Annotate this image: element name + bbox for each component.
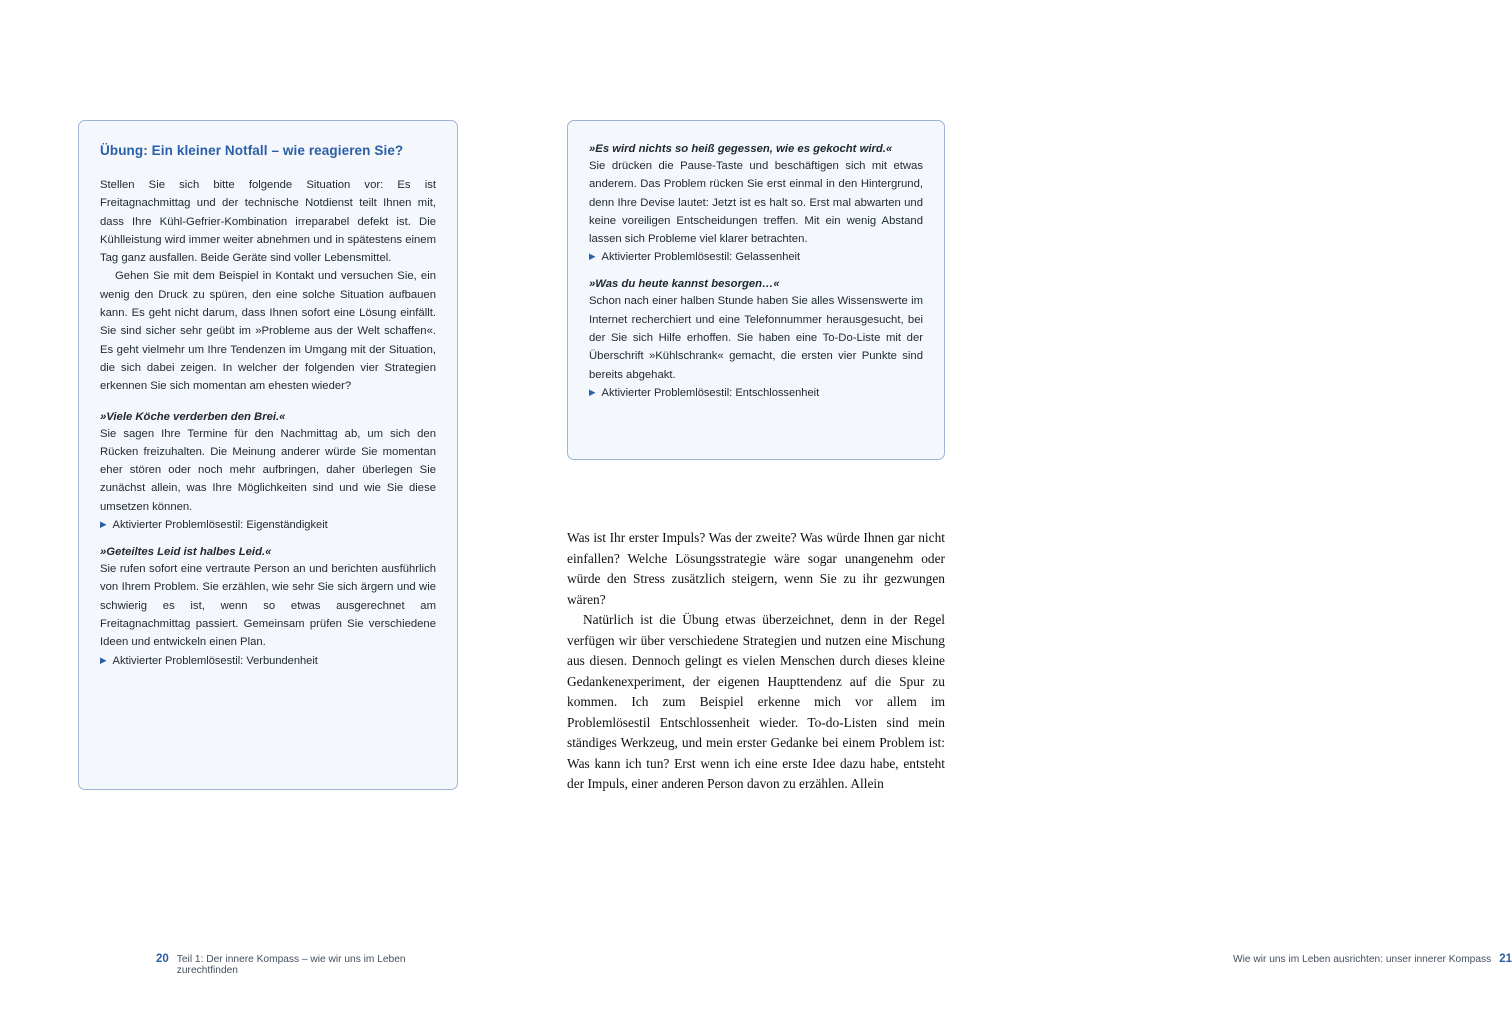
strategy-heading: »Es wird nichts so heiß gegessen, wie es gekocht wird.« <box>589 143 893 155</box>
body-text-right <box>567 528 945 795</box>
strategy-style-line <box>589 251 923 263</box>
strategy-heading: »Geteiltes Leid ist halbes Leid.« <box>100 546 272 559</box>
page-number: 21 <box>1499 953 1512 965</box>
strategy-style-line <box>100 519 436 531</box>
strategy-style-label: Aktivierter Problemlösestil: Gelassenheit <box>601 251 801 264</box>
bullet-triangle-icon: ▶ <box>589 251 596 262</box>
running-head: Wie wir uns im Leben ausrichten: unser innerer Kompass <box>1233 954 1492 965</box>
strategy-heading: »Was du heute kannst besorgen…« <box>589 278 780 291</box>
exercise-paragraph: Gehen Sie mit dem Beispiel in Kontakt und versuchen Sie, ein wenig den Druck zu spüren, den eine solche Situation aufbauen kann. Es geht nicht darum, dass Ihnen sofort eine Lösung einfällt. Sie sind sicher sehr geübt im »Probleme aus der Welt schaffen«. Es geht vielmehr um Ihre Tendenzen im Umgang mit der Situation, die sich dabei zeigen. In welcher der folgenden vier Strategien erkennen Sie sich momentan am ehesten wieder? <box>100 270 436 393</box>
strategy-text: Sie drücken die Pause-Taste und beschäftigen sich mit etwas anderem. Das Problem rücken Sie erst einmal in den Hintergrund, denn Ihre Devise lautet: Jetzt ist es halt so. Erst mal abwarten und keine voreiligen Entscheidungen treffen. Mit ein wenig Abstand lassen sich Probleme viel klarer betrachten. <box>589 160 923 246</box>
running-head: Teil 1: Der innere Kompass – wie wir uns im Leben zurechtfinden <box>176 954 406 976</box>
strategy-style-line <box>589 387 923 399</box>
exercise-title: Übung: Ein kleiner Notfall – wie reagieren Sie? <box>100 143 404 158</box>
bullet-triangle-icon: ▶ <box>100 654 107 665</box>
left-page <box>78 120 458 976</box>
strategy-style-label: Aktivierter Problemlösestil: Verbundenheit <box>112 654 318 667</box>
strategy-text: Sie sagen Ihre Termine für den Nachmittag ab, um sich den Rücken freizuhalten. Die Meinung anderer würde Sie momentan eher stören oder noch mehr aufbringen, daher überlegen Sie zunächst allein, was Ihre Möglichkeiten sind und wie Sie diese umsetzen können. <box>100 427 436 513</box>
strategy-style-line <box>100 655 436 667</box>
bullet-triangle-icon: ▶ <box>100 519 107 530</box>
exercise-paragraph: Stellen Sie sich bitte folgende Situation vor: Es ist Freitagnachmittag und der technische Notdienst teilt Ihnen mit, dass Ihre Kühl-Gefrier-Kombination irreparabel defekt ist. Die Kühlleistung wird immer weiter abnehmen und in spätestens einem Tag ganz ausfallen. Beide Geräte sind voller Lebensmittel. <box>100 179 436 265</box>
exercise-box-right <box>567 120 945 460</box>
footer-left <box>156 953 458 976</box>
footer-right <box>1134 953 1512 965</box>
strategy-style-label: Aktivierter Problemlösestil: Entschlossenheit <box>601 386 820 399</box>
strategy-text: Schon nach einer halben Stunde haben Sie alles Wissenswerte im Internet recherchiert und eine Telefonnummer herausgesucht, bei der Sie sich Hilfe erhoffen. Sie haben eine To-Do-Liste mit der Überschrift »Kühlschrank« gemacht, die ersten vier Punkte sind bereits abgehakt. <box>589 295 923 381</box>
strategy-heading: »Viele Köche verderben den Brei.« <box>100 410 286 423</box>
page-number: 20 <box>156 953 169 965</box>
bullet-triangle-icon: ▶ <box>589 386 596 397</box>
strategy-text: Sie rufen sofort eine vertraute Person an und berichten ausführlich von Ihrem Problem. Sie erzählen, wie sehr Sie sich ärgern und wie schwierig es ist, wenn so etwas ausgerechnet am Freitagnachmittag passiert. Gemeinsam prüfen Sie verschiedene Ideen und entwickeln einen Plan. <box>100 563 436 649</box>
strategy-style-label: Aktivierter Problemlösestil: Eigenständigkeit <box>112 519 328 532</box>
exercise-box-left <box>78 120 458 790</box>
body-paragraph: Natürlich ist die Übung etwas überzeichnet, denn in der Regel verfügen wir über verschiedene Strategien und nutzen eine Mischung aus diesen. Dennoch gelingt es vielen Menschen durch dieses kleine Gedankenexperiment, der eigenen Haupttendenz auf die Spur zu kommen. Ich zum Beispiel erkenne mich vor allem im Problemlösestil Entschlossenheit wieder. To-do-Listen sind mein ständiges Werkzeug, und mein erster Gedanke bei einem Problem ist: Was kann ich tun? Erst wenn ich eine erste Idee dazu habe, entsteht der Impuls, einer anderen Person davon zu erzählen. Allein <box>567 612 945 791</box>
body-paragraph: Was ist Ihr erster Impuls? Was der zweite? Was würde Ihnen gar nicht einfallen? Welche Lösungsstrategie wäre sogar unangenehm oder würde den Stress zusätzlich steigern, wenn Sie zu ihr gezwungen wären? <box>567 530 945 607</box>
